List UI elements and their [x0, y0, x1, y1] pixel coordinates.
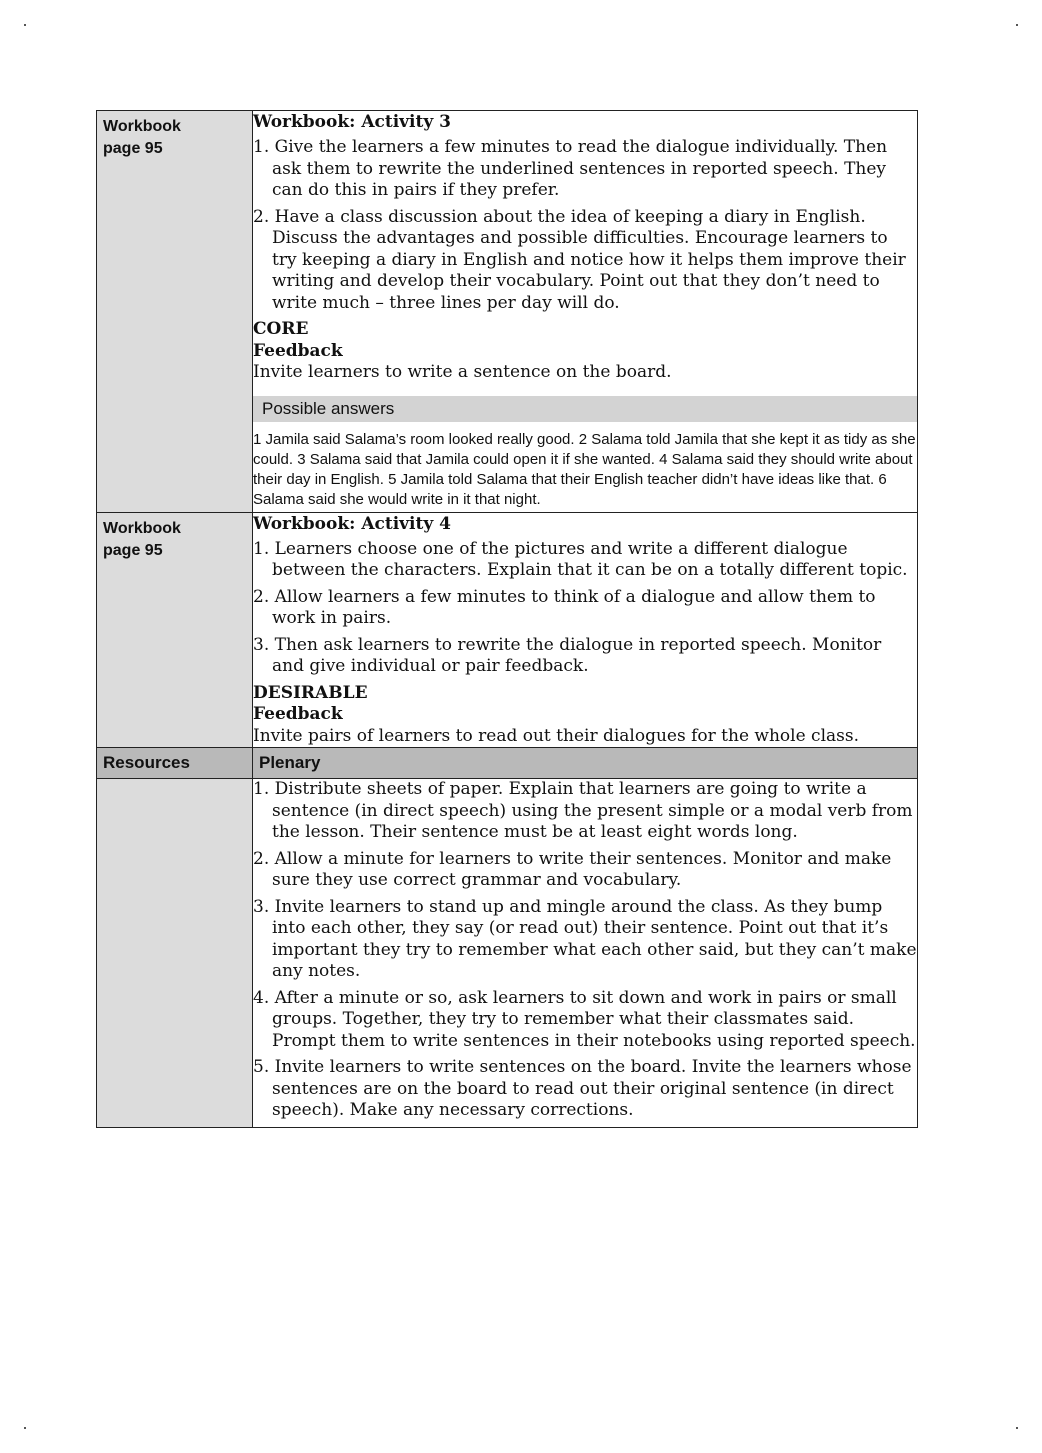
resources-header: Resources: [103, 753, 190, 772]
activity-steps: [253, 539, 917, 678]
plenary-header-cell: [253, 748, 918, 779]
feedback-label: Feedback: [253, 340, 343, 361]
crop-mark: [1016, 1427, 1018, 1429]
crop-mark: [24, 24, 26, 26]
activity-steps: [253, 137, 917, 314]
list-item: 1. Distribute sheets of paper. Explain that learners are going to write a sentence (in direct speech) using the present simple or a modal verb from the lesson. Their sentence must be at least eight words long.: [253, 779, 913, 842]
workbook-reference: Workbook page 95: [103, 519, 181, 559]
table-header-row: [97, 748, 918, 779]
list-item: 5. Invite learners to write sentences on the board. Invite the learners whose sentences are on the board to read out their original sentence (in direct speech). Make any necessary corrections.: [253, 1057, 912, 1120]
workbook-reference-cell: [97, 111, 253, 513]
activity-3-cell: [253, 111, 918, 513]
workbook-reference: Workbook page 95: [103, 118, 181, 157]
list-item: 3. Invite learners to stand up and mingle around the class. As they bump into each other, they say (or read out) their sentence. Point out that it’s important they try to remember what each other said, but they can’t make any notes.: [253, 896, 917, 981]
table-row-activity-3: [97, 111, 918, 513]
plenary-header: Plenary: [259, 753, 321, 772]
list-item: 4. After a minute or so, ask learners to sit down and work in pairs or small groups. Together, they try to remember what their classmates said. Prompt them to write sentences in their notebooks using reported speech.: [253, 987, 916, 1051]
list-item: 2. Allow learners a few minutes to think of a dialogue and allow them to work in pairs.: [253, 586, 876, 628]
plenary-steps: [253, 779, 917, 1122]
resources-cell: [97, 779, 253, 1128]
list-item: 1. Learners choose one of the pictures and write a different dialogue between the characters. Explain that it can be on a totally different topic.: [253, 538, 908, 580]
activity-heading: Workbook: Activity 3: [253, 112, 451, 132]
activity-heading: Workbook: Activity 4: [253, 513, 451, 534]
feedback-label: Feedback: [253, 704, 343, 724]
list-item: 2. Have a class discussion about the idea of keeping a diary in English. Discuss the advantages and possible difficulties. Encourage learners to try keeping a diary in English and notice how it helps them improve their writing and develop their vocabulary. Point out that they don’t need to write much – three lines per day will do.: [253, 206, 906, 313]
workbook-reference-cell: [97, 512, 253, 748]
plenary-cell: [253, 779, 918, 1128]
crop-mark: [24, 1427, 26, 1429]
table-row-activity-4: [97, 512, 918, 748]
activity-4-cell: [253, 512, 918, 748]
feedback-text: Invite pairs of learners to read out their dialogues for the whole class.: [253, 725, 859, 746]
feedback-text: Invite learners to write a sentence on the board.: [253, 362, 672, 382]
lesson-plan-table: [96, 110, 918, 1128]
list-item: 1. Give the learners a few minutes to read the dialogue individually. Then ask them to rewrite the underlined sentences in reported speech. They can do this in pairs if they prefer.: [253, 137, 888, 200]
level-label: CORE: [253, 319, 309, 339]
list-item: 3. Then ask learners to rewrite the dialogue in reported speech. Monitor and give individual or pair feedback.: [253, 634, 882, 676]
table-row-plenary: [97, 779, 918, 1128]
crop-mark: [1016, 24, 1018, 26]
possible-answers-text: 1 Jamila said Salama’s room looked really good. 2 Salama told Jamila that she kept it as tidy as she could. 3 Salama said that Jamila could open it if she wanted. 4 Salama said they should write about their day in English. 5 Jamila told Salama that their English teacher didn’t have ideas like that. 6 Salama said she would write in it that night.: [253, 430, 916, 508]
possible-answers-heading: Possible answers: [253, 396, 917, 422]
level-label: DESIRABLE: [253, 682, 368, 703]
list-item: 2. Allow a minute for learners to write their sentences. Monitor and make sure they use correct grammar and vocabulary.: [253, 848, 892, 890]
resources-header-cell: [97, 748, 253, 779]
